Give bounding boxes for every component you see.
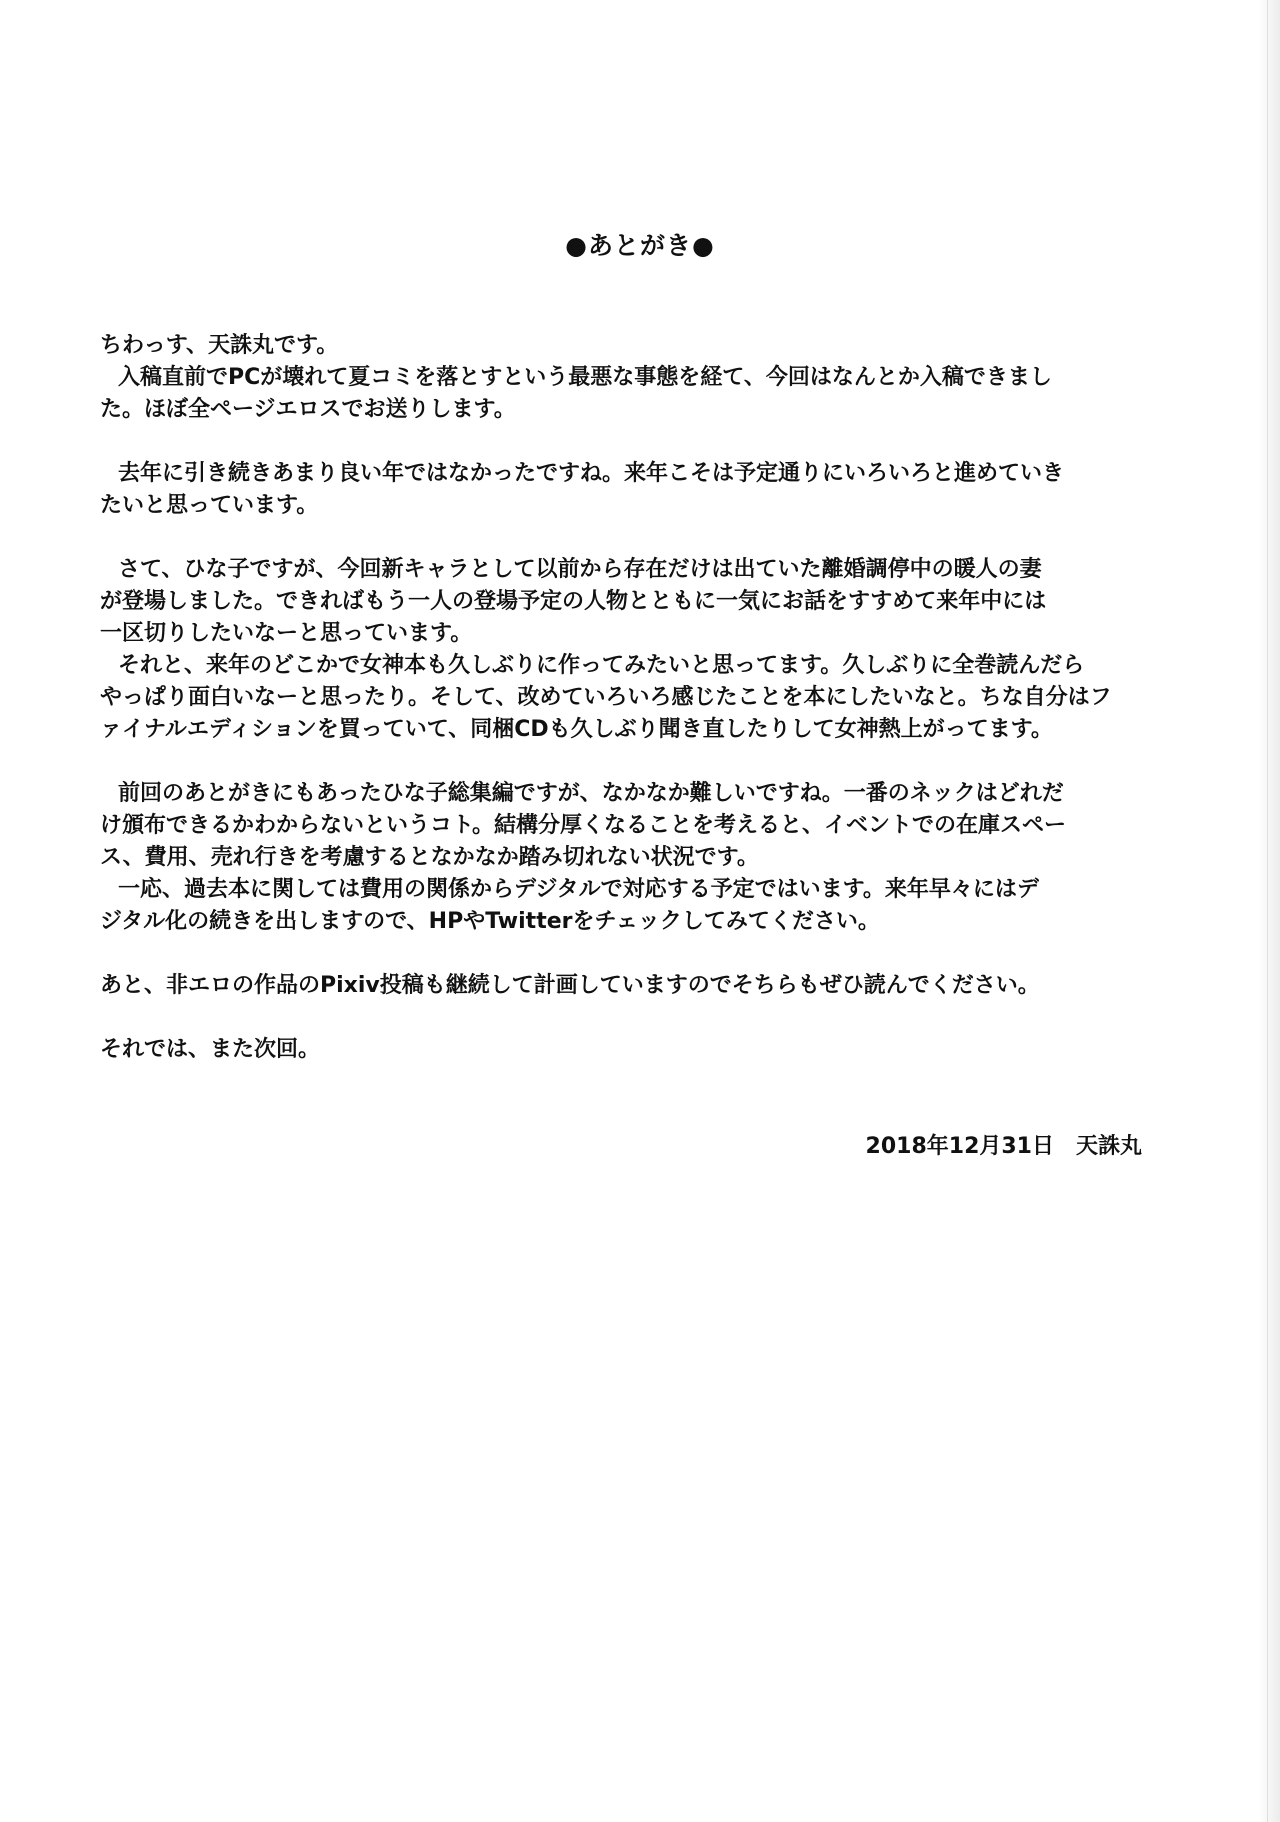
text-line: 入稿直前でPCが壊れて夏コミを落とすという最悪な事態を経て、今回はなんとか入稿できまし	[118, 365, 1052, 390]
text-line: それでは、また次回。	[100, 1037, 321, 1062]
text-line: たいと思っています。	[100, 493, 319, 518]
paragraph-hinako	[100, 554, 1160, 746]
afterword-body	[100, 330, 1160, 1098]
paragraph-closing	[100, 1034, 1160, 1066]
text-line: 一区切りしたいなーと思っています。	[100, 621, 473, 646]
text-line: ァイナルエディションを買っていて、同梱CDも久しぶり聞き直したりして女神熱上がってます。	[100, 717, 1053, 742]
text-line: さて、ひな子ですが、今回新キャラとして以前から存在だけは出ていた離婚調停中の暖人の妻	[118, 557, 1042, 582]
text-line: た。ほぼ全ページエロスでお送りします。	[100, 397, 516, 422]
paragraph-greeting	[100, 330, 1160, 426]
paragraph-year-review	[100, 458, 1160, 522]
text-line: 去年に引き続きあまり良い年ではなかったですね。来年こそは予定通りにいろいろと進めていき	[118, 461, 1065, 486]
text-line: け頒布できるかわからないというコト。結構分厚くなることを考えると、イベントでの在庫スペー	[100, 813, 1067, 838]
text-line: あと、非エロの作品のPixiv投稿も継続して計画していますのでそちらもぜひ読んでください。	[100, 973, 1040, 998]
text-line: が登場しました。できればもう一人の登場予定の人物とともに一気にお話をすすめて来年中には	[100, 589, 1047, 614]
text-line: ジタル化の続きを出しますので、HPやTwitterをチェックしてみてください。	[100, 909, 880, 934]
scan-edge-shading	[1258, 0, 1280, 1822]
text-line: 一応、過去本に関しては費用の関係からデジタルで対応する予定ではいます。来年早々にはデ	[118, 877, 1039, 902]
text-line: ちわっす、天誅丸です。	[100, 333, 339, 358]
afterword-title: ●あとがき●	[565, 231, 715, 260]
paragraph-compilation	[100, 778, 1160, 938]
paragraph-pixiv	[100, 970, 1160, 1002]
text-line: それと、来年のどこかで女神本も久しぶりに作ってみたいと思ってます。久しぶりに全巻読んだら	[118, 653, 1085, 678]
text-line: 前回のあとがきにもあったひな子総集編ですが、なかなか難しいですね。一番のネックはどれだ	[118, 781, 1064, 806]
text-line: やっぱり面白いなーと思ったり。そして、改めていろいろ感じたことを本にしたいなと。ちな自分はフ	[100, 685, 1112, 710]
scan-edge-line	[1267, 0, 1268, 1822]
text-line: ス、費用、売れ行きを考慮するとなかなか踏み切れない状況です。	[100, 845, 759, 870]
date-signature: 2018年12月31日 天誅丸	[865, 1134, 1142, 1159]
